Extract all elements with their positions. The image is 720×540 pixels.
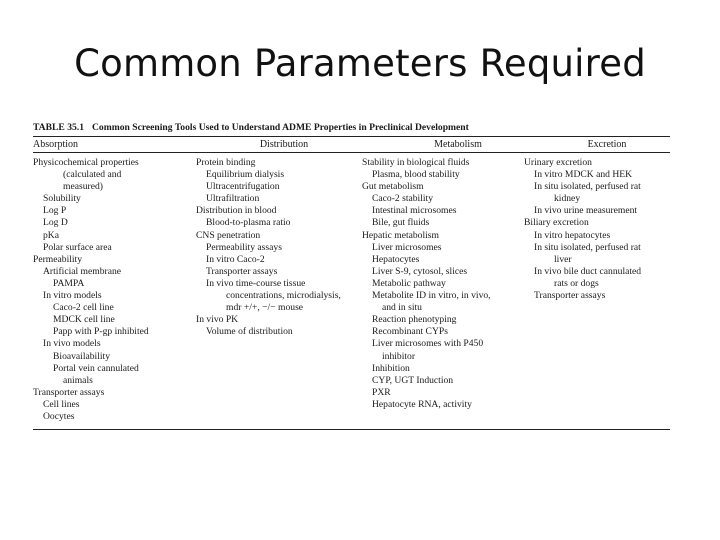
table-cell-line: Bioavailability	[53, 350, 111, 362]
table-cell-line: Transporter assays	[33, 386, 105, 398]
table-cell-line: Reaction phenotyping	[372, 314, 457, 326]
table-cell-line: Liver microsomes	[372, 241, 442, 253]
column-excretion	[524, 157, 670, 423]
table-cell-line: Volume of distribution	[206, 326, 293, 338]
table-cell-line: and in situ	[382, 302, 422, 314]
column-absorption	[33, 157, 196, 423]
bottom-rule	[33, 429, 670, 430]
table-cell-line: In vivo PK	[196, 314, 239, 326]
table-cell-line: Permeability	[33, 253, 83, 265]
table-cell-line: Hepatocytes	[372, 253, 420, 265]
header-absorption: Absorption	[33, 139, 78, 150]
table-cell-line: CNS penetration	[196, 229, 261, 241]
table-cell-line: Metabolite ID in vitro, in vivo,	[372, 290, 491, 302]
table-cell-line: Urinary excretion	[524, 157, 592, 168]
table-cell-line: animals	[63, 374, 93, 386]
table-cell-line: Log D	[43, 217, 68, 229]
table-cell-line: Inhibition	[372, 362, 410, 374]
table-cell-line: kidney	[554, 193, 581, 205]
table-cell-line: Transporter assays	[534, 290, 606, 302]
table-caption-text: Common Screening Tools Used to Understand ADME Properties in Preclinical Development	[92, 122, 469, 133]
table-cell-line: Equilibrium dialysis	[206, 169, 285, 181]
table-body	[33, 153, 670, 429]
table-cell-line: In vitro hepatocytes	[534, 229, 611, 241]
table-cell-line: Portal vein cannulated	[53, 362, 139, 374]
table-cell-line: In vivo urine measurement	[534, 205, 638, 217]
table-cell-line: MDCK cell line	[53, 314, 115, 326]
table-cell-line: In vivo models	[43, 338, 101, 350]
slide-title: Common Parameters Required	[74, 42, 646, 85]
table-number: TABLE 35.1	[33, 122, 84, 133]
table-cell-line: Plasma, blood stability	[372, 169, 460, 181]
table-cell-line: In vitro models	[43, 290, 102, 302]
table-cell-line: Hepatic metabolism	[362, 229, 439, 241]
table-cell-line: liver	[554, 253, 572, 265]
table-cell-line: PAMPA	[53, 277, 85, 289]
table-cell-line: Permeability assays	[206, 241, 282, 253]
table-cell-line: Cell lines	[43, 398, 80, 410]
table-cell-line: In vitro MDCK and HEK	[534, 169, 633, 181]
table-cell-line: Stability in biological fluids	[362, 157, 470, 168]
table-cell-line: Transporter assays	[206, 265, 278, 277]
table-cell-line: In vivo time-course tissue	[206, 277, 306, 289]
table-cell-line: pKa	[43, 229, 59, 241]
table-cell-line: rats or dogs	[554, 277, 599, 289]
table-cell-line: Artificial membrane	[43, 265, 122, 277]
table-cell-line: Hepatocyte RNA, activity	[372, 398, 472, 410]
table-cell-line: Biliary excretion	[524, 217, 589, 229]
table-cell-line: Caco-2 stability	[372, 193, 434, 205]
table-cell-line: Distribution in blood	[196, 205, 277, 217]
table-cell-line: Recombinant CYPs	[372, 326, 448, 338]
table-cell-line: Blood-to-plasma ratio	[206, 217, 291, 229]
table-cell-line: In situ isolated, perfused rat	[534, 181, 641, 193]
table-cell-line: In vivo bile duct cannulated	[534, 265, 642, 277]
header-distribution: Distribution	[259, 139, 309, 150]
table-cell-line: Bile, gut fluids	[372, 217, 430, 229]
column-metabolism	[362, 157, 524, 423]
table-cell-line: Log P	[43, 205, 67, 217]
table-cell-line: measured)	[63, 181, 103, 193]
table-cell-line: Polar surface area	[43, 241, 112, 253]
table-cell-line: Liver S-9, cytosol, slices	[372, 265, 468, 277]
table-cell-line: Protein binding	[196, 157, 256, 168]
table-caption	[33, 122, 670, 133]
table-cell-line: inhibitor	[382, 350, 416, 362]
table-cell-line: In vitro Caco-2	[206, 253, 265, 265]
header-excretion: Excretion	[587, 139, 627, 150]
table-cell-line: concentrations, microdialysis,	[226, 290, 341, 302]
table-header-row	[33, 137, 670, 152]
table-cell-line: PXR	[372, 386, 391, 398]
table-cell-line: Solubility	[43, 193, 81, 205]
table-cell-line: CYP, UGT Induction	[372, 374, 454, 386]
header-metabolism: Metabolism	[434, 139, 482, 150]
table-cell-line: Intestinal microsomes	[372, 205, 457, 217]
adme-table	[33, 122, 670, 430]
table-cell-line: Ultracentrifugation	[206, 181, 280, 193]
table-cell-line: (calculated and	[63, 169, 122, 181]
table-cell-line: Papp with P-gp inhibited	[53, 326, 149, 338]
table-cell-line: Liver microsomes with P450	[372, 338, 484, 350]
column-distribution	[196, 157, 362, 423]
table-cell-line: mdr +/+, −/− mouse	[226, 302, 304, 314]
table-cell-line: Oocytes	[43, 410, 75, 422]
table-cell-line: In situ isolated, perfused rat	[534, 241, 641, 253]
table-cell-line: Metabolic pathway	[372, 277, 446, 289]
table-cell-line: Caco-2 cell line	[53, 302, 114, 314]
table-cell-line: Gut metabolism	[362, 181, 424, 193]
table-cell-line: Physicochemical properties	[33, 157, 139, 168]
table-cell-line: Ultrafiltration	[206, 193, 260, 205]
